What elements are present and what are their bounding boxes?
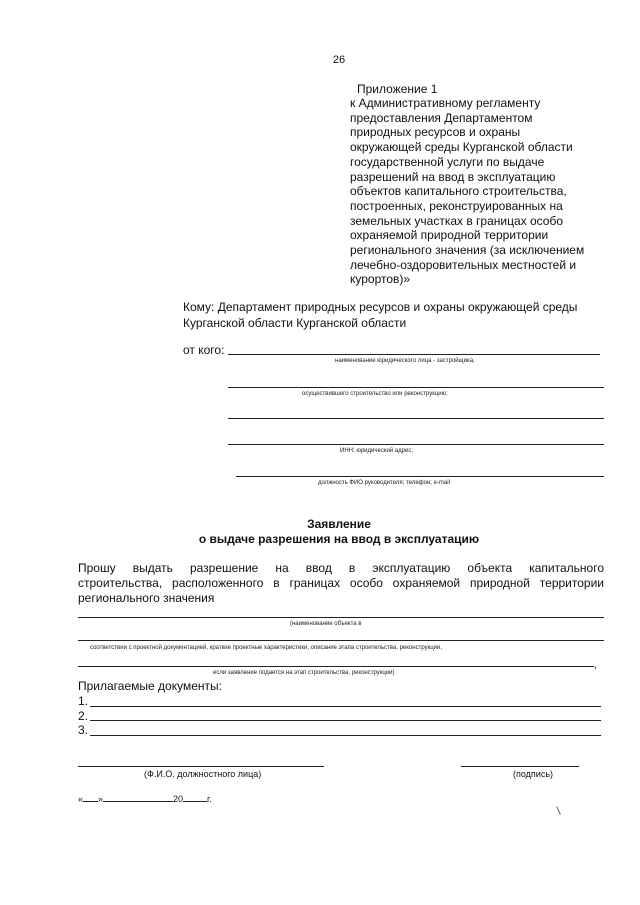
sender-caption-name: наименование юридического лица - застройщика, — [335, 358, 475, 364]
appendix-line: построенных, реконструированных на — [350, 198, 563, 213]
object-caption-1: (наименование объекта в — [290, 621, 362, 627]
attachments-label: Прилагаемые документы: — [78, 679, 222, 693]
appendix-line: регионального значения (за исключением — [350, 243, 585, 258]
object-stage-field[interactable] — [78, 666, 594, 667]
date-close-quote: » — [98, 794, 104, 804]
object-details-field[interactable] — [78, 640, 604, 641]
sender-extra-field[interactable] — [228, 418, 604, 419]
appendix-line: охраняемой природной территории — [350, 228, 549, 243]
appendix-line: природных ресурсов и охраны — [350, 125, 521, 140]
sender-inn-field[interactable] — [228, 444, 604, 445]
official-name-field[interactable] — [78, 766, 324, 767]
appendix-line: земельных участках в границах особо — [350, 213, 564, 228]
stray-mark — [556, 806, 561, 815]
appendix-line: государственной услуги по выдаче — [350, 154, 545, 169]
appendix-title: Приложение 1 — [357, 82, 438, 96]
date-year-suffix: г. — [207, 794, 212, 804]
sender-caption-inn: ИНН; юридический адрес; — [340, 448, 413, 454]
appendix-line: разрешений на ввод в эксплуатацию — [350, 169, 556, 184]
statement-body-line-2: строительства, расположенного в границах особо охраняемой природной территории — [78, 576, 604, 590]
page-number: 26 — [332, 54, 346, 66]
recipient-line-2: Курганской области Курганской области — [183, 316, 407, 330]
attachment-number-3: 3. — [78, 723, 89, 737]
object-name-field[interactable] — [78, 617, 604, 618]
date-year-field[interactable] — [183, 792, 207, 802]
sender-label: от кого: — [183, 343, 225, 357]
date-open-quote: « — [78, 794, 84, 804]
appendix-line: объектов капитального строительства, — [350, 184, 567, 199]
official-name-caption: (Ф.И.О. должностного лица) — [144, 769, 262, 779]
date-day-field[interactable] — [83, 792, 98, 802]
date-century: 20 — [173, 794, 184, 804]
attachment-field-1[interactable] — [90, 706, 601, 707]
signature-field[interactable] — [461, 766, 579, 767]
appendix-line: предоставления Департаментом — [350, 110, 533, 125]
sender-builder-field[interactable] — [228, 387, 604, 388]
attachment-field-3[interactable] — [90, 735, 601, 736]
appendix-line: лечебно-оздоровительных местностей и — [350, 257, 577, 272]
appendix-line: к Административному регламенту — [350, 96, 541, 110]
statement-body-line-1: Прошу выдать разрешение на ввод в эксплуатацию объекта капитального — [78, 561, 604, 575]
sender-caption-builder: осуществившего строительство или реконструкцию; — [302, 391, 448, 397]
recipient-block — [183, 299, 577, 331]
sender-head-field[interactable] — [236, 476, 604, 477]
statement-body-line-3: регионального значения — [78, 591, 215, 605]
recipient-line-1: Кому: Департамент природных ресурсов и охраны окружающей среды — [183, 300, 578, 314]
sender-caption-head: должность ФИО руководителя; телефон; e-mail — [318, 480, 450, 486]
attachment-field-2[interactable] — [90, 720, 601, 721]
date-line — [78, 792, 212, 804]
appendix-lines — [350, 96, 584, 287]
attachment-number-1: 1. — [78, 694, 89, 708]
appendix-line: курортов)» — [350, 272, 411, 287]
object-caption-2: соответствии с проектной документацией, краткие проектные характеристики, описание этапа строительства, реконструкции, — [90, 645, 443, 651]
object-caption-3: если заявление подается на этап строительства, реконструкции) — [213, 670, 395, 676]
signature-caption: (подпись) — [513, 769, 554, 779]
comma-mark: , — [594, 660, 597, 671]
statement-subtitle: о выдаче разрешения на ввод в эксплуатацию — [198, 532, 480, 546]
sender-name-field[interactable] — [228, 354, 600, 355]
statement-title: Заявление — [307, 517, 371, 531]
attachment-number-2: 2. — [78, 709, 89, 723]
date-month-field[interactable] — [103, 792, 173, 802]
appendix-line: окружающей среды Курганской области — [350, 140, 573, 155]
